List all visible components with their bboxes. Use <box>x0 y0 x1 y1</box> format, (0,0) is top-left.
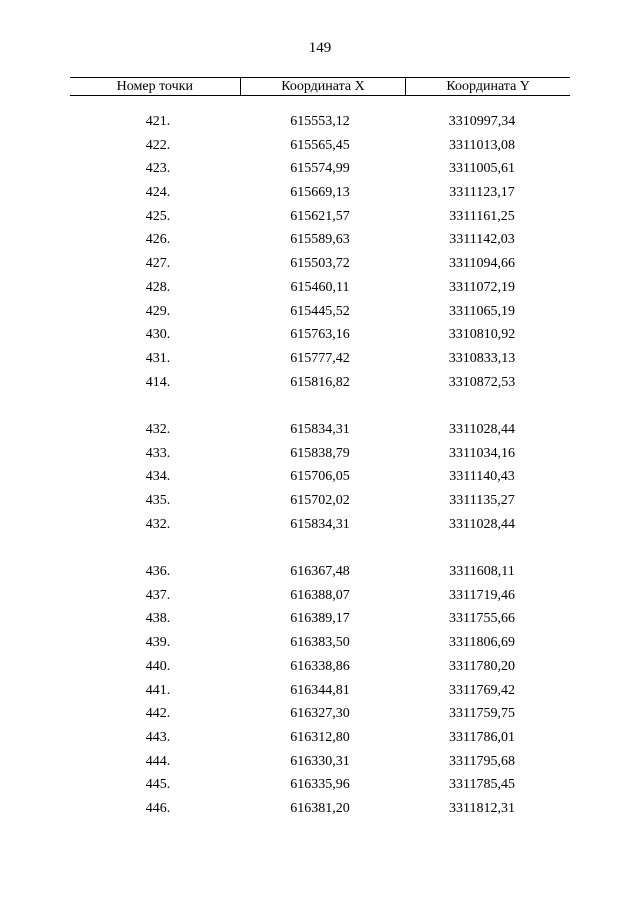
coordinate-y-cell: 3311719,46 <box>449 587 515 603</box>
coordinate-y-cell: 3311795,68 <box>449 753 515 769</box>
table-row <box>70 702 570 726</box>
coordinate-x-cell: 615763,16 <box>290 327 350 343</box>
point-number-cell: 442. <box>145 706 171 722</box>
coordinate-x-cell: 615445,52 <box>290 303 350 319</box>
coordinate-x-cell: 616383,50 <box>290 635 350 651</box>
coordinate-x-cell: 615574,99 <box>290 161 350 177</box>
coordinate-y-cell: 3311161,25 <box>449 208 515 224</box>
point-number-cell: 439. <box>145 635 171 651</box>
table-row <box>70 157 570 181</box>
point-number-cell: 414. <box>145 374 171 390</box>
table-row <box>70 797 570 821</box>
point-number-cell: 438. <box>145 611 171 627</box>
header-coordinate-x: Координата X <box>240 78 407 95</box>
coordinate-x-cell: 616389,17 <box>290 611 350 627</box>
coordinate-x-cell: 615777,42 <box>290 350 350 366</box>
point-number-cell: 424. <box>145 185 171 201</box>
coordinate-x-cell: 616338,86 <box>290 658 350 674</box>
point-number-cell: 440. <box>145 658 171 674</box>
group-separator <box>70 394 570 418</box>
table-row <box>70 347 570 371</box>
coordinate-y-cell: 3311072,19 <box>449 279 515 295</box>
table-row <box>70 134 570 158</box>
coordinate-y-cell: 3311065,19 <box>449 303 515 319</box>
point-number-cell: 443. <box>145 729 171 745</box>
point-number-cell: 441. <box>145 682 171 698</box>
table-row <box>70 323 570 347</box>
table-row <box>70 300 570 324</box>
point-number-cell: 429. <box>145 303 171 319</box>
coordinates-table-body <box>70 110 570 821</box>
point-number-cell: 421. <box>145 114 171 129</box>
point-number-cell: 446. <box>145 800 171 816</box>
coordinate-x-cell: 615702,02 <box>290 493 350 508</box>
point-number-cell: 444. <box>145 753 171 769</box>
point-number-cell: 423. <box>145 161 171 177</box>
coordinate-y-cell: 3310872,53 <box>448 374 516 390</box>
point-number-cell: 431. <box>145 350 171 366</box>
coordinate-y-cell: 3311094,66 <box>449 256 515 272</box>
coordinate-x-cell: 615621,57 <box>290 208 350 224</box>
point-number-cell: 430. <box>145 327 171 343</box>
point-number-cell: 435. <box>145 493 171 508</box>
coordinate-y-cell: 3310810,92 <box>448 327 516 343</box>
coordinate-x-cell: 615706,05 <box>290 469 350 485</box>
table-row <box>70 726 570 750</box>
coordinate-x-cell: 615834,31 <box>290 421 350 437</box>
point-number-cell: 436. <box>145 564 171 580</box>
point-number-cell: 428. <box>145 279 171 295</box>
table-row <box>70 442 570 466</box>
point-number-cell: 432. <box>145 421 171 437</box>
table-row <box>70 513 570 537</box>
coordinate-x-cell: 616330,31 <box>290 753 350 769</box>
coordinate-x-cell: 615816,82 <box>290 374 350 390</box>
coordinate-y-cell: 3311140,43 <box>449 469 515 485</box>
coordinate-y-cell: 3311755,66 <box>449 611 515 627</box>
point-number-cell: 445. <box>145 777 171 793</box>
table-row <box>70 252 570 276</box>
coordinate-x-cell: 615838,79 <box>290 445 350 461</box>
coordinate-x-cell: 616367,48 <box>290 564 350 580</box>
coordinate-y-cell: 3311005,61 <box>449 161 515 177</box>
coordinate-y-cell: 3311812,31 <box>449 800 515 816</box>
coordinate-x-cell: 615503,72 <box>290 256 350 272</box>
coordinate-y-cell: 3311028,44 <box>449 516 515 532</box>
point-number-cell: 422. <box>145 137 171 153</box>
coordinate-y-cell: 3311785,45 <box>449 777 515 793</box>
coordinate-y-cell: 3310997,34 <box>448 114 516 129</box>
coordinate-x-cell: 616335,96 <box>290 777 350 793</box>
header-coordinate-y: Координата Y <box>446 79 530 94</box>
coordinate-y-cell: 3310833,13 <box>448 350 516 366</box>
coordinate-x-cell: 615565,45 <box>290 137 350 153</box>
coordinate-y-cell: 3311013,08 <box>449 137 515 153</box>
coordinate-y-cell: 3311608,11 <box>449 564 515 580</box>
coordinate-y-cell: 3311135,27 <box>449 493 515 508</box>
coordinate-x-cell: 615553,12 <box>290 114 350 129</box>
table-row <box>70 584 570 608</box>
point-number-cell: 432. <box>145 516 171 532</box>
table-row <box>70 205 570 229</box>
table-row <box>70 631 570 655</box>
coordinate-x-cell: 616327,30 <box>290 706 350 722</box>
coordinate-y-cell: 3311780,20 <box>449 658 515 674</box>
point-number-cell: 425. <box>145 208 171 224</box>
table-row <box>70 228 570 252</box>
table-row <box>70 655 570 679</box>
coordinate-x-cell: 615669,13 <box>290 185 350 201</box>
table-header <box>70 77 570 96</box>
coordinate-x-cell: 616381,20 <box>290 800 350 816</box>
coordinate-y-cell: 3311769,42 <box>449 682 515 698</box>
table-row <box>70 607 570 631</box>
header-point-number: Номер точки <box>116 79 193 94</box>
table-row <box>70 371 570 395</box>
point-number-cell: 427. <box>145 256 171 272</box>
coordinate-y-cell: 3311786,01 <box>449 729 515 745</box>
coordinate-y-cell: 3311034,16 <box>449 445 515 461</box>
table-row <box>70 276 570 300</box>
coordinate-x-cell: 615460,11 <box>290 279 350 295</box>
coordinate-y-cell: 3311028,44 <box>449 421 515 437</box>
table-row <box>70 560 570 584</box>
coordinate-y-cell: 3311142,03 <box>449 232 515 248</box>
coordinate-x-cell: 616344,81 <box>290 682 350 698</box>
table-row <box>70 418 570 442</box>
point-number-cell: 433. <box>145 445 171 461</box>
point-number-cell: 434. <box>145 469 171 485</box>
coordinate-x-cell: 616312,80 <box>290 729 350 745</box>
page-number: 149 <box>308 40 332 56</box>
coordinate-x-cell: 616388,07 <box>290 587 350 603</box>
coordinate-y-cell: 3311759,75 <box>449 706 515 722</box>
point-number-cell: 437. <box>145 587 171 603</box>
coordinate-y-cell: 3311123,17 <box>449 185 515 201</box>
coordinate-x-cell: 615589,63 <box>290 232 350 248</box>
table-row <box>70 750 570 774</box>
table-row <box>70 181 570 205</box>
coordinate-y-cell: 3311806,69 <box>449 635 515 651</box>
table-row <box>70 679 570 703</box>
table-row <box>70 465 570 489</box>
table-row <box>70 489 570 513</box>
table-row <box>70 110 570 134</box>
point-number-cell: 426. <box>145 232 171 248</box>
group-separator <box>70 536 570 560</box>
table-row <box>70 773 570 797</box>
coordinate-x-cell: 615834,31 <box>290 516 350 532</box>
